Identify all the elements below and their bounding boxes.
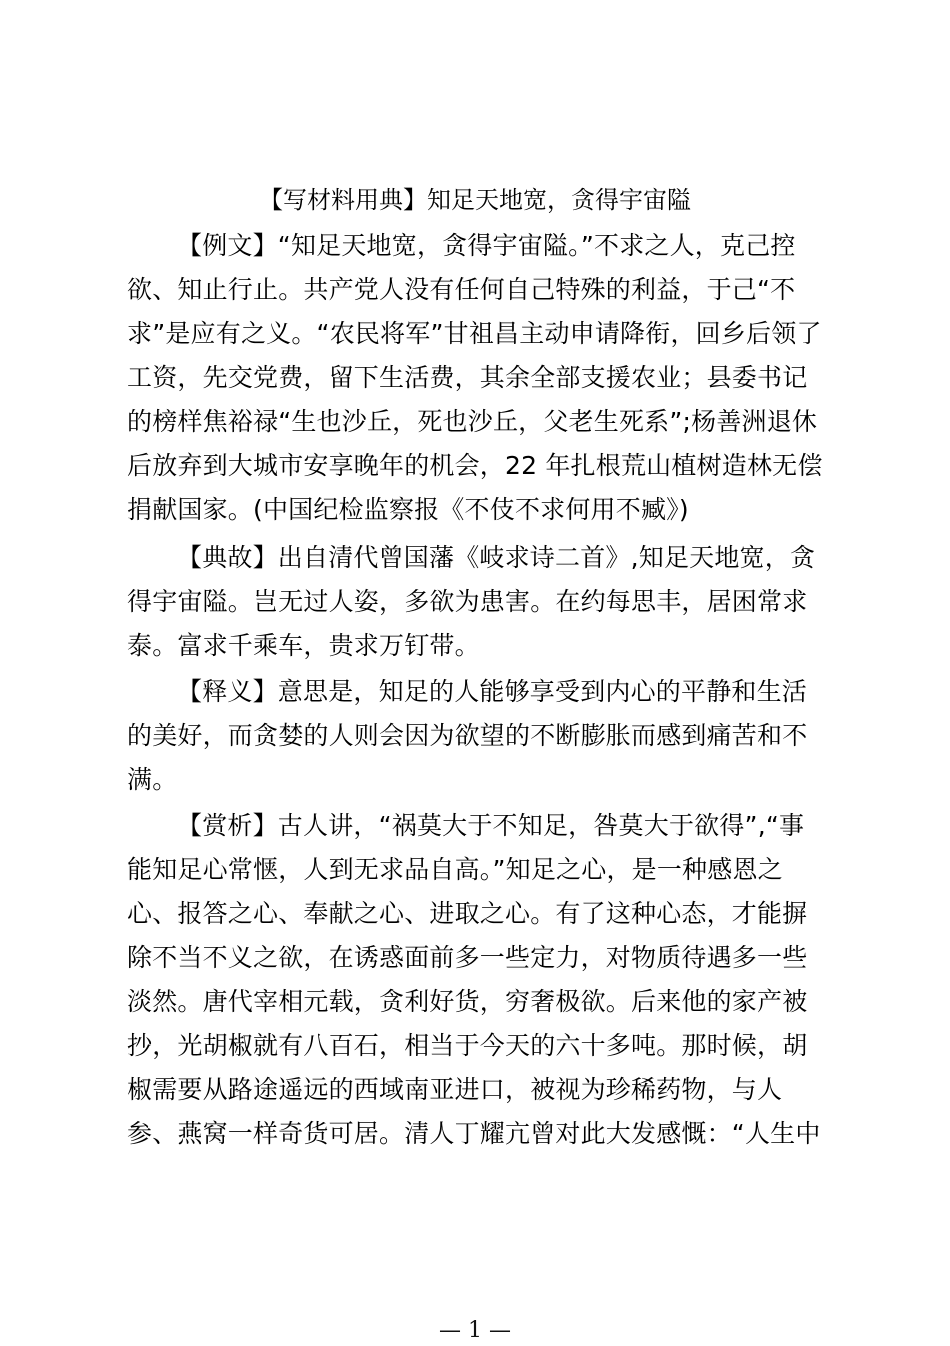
body-line: 的榜样焦裕禄“生也沙丘，死也沙丘，父老生死系”;杨善洲退休 bbox=[127, 407, 818, 436]
body-line: 心、报答之心、奉献之心、进取之心。有了这种心态，才能摒 bbox=[127, 899, 808, 928]
body-line: 得宇宙隘。岂无过人姿，多欲为患害。在约每思丰，居困常求 bbox=[127, 587, 808, 616]
body-line: 欲、知止行止。共产党人没有任何自己特殊的利益，于己“不 bbox=[127, 275, 796, 304]
body-line: 【释义】意思是，知足的人能够享受到内心的平静和生活 bbox=[177, 677, 808, 706]
body-line: 淡然。唐代宰相元载，贪利好货，穷奢极欲。后来他的家产被 bbox=[127, 987, 808, 1016]
body-line: 【例文】“知足天地宽，贪得宇宙隘。”不求之人，克己控 bbox=[177, 231, 796, 260]
body-line: 捐献国家。(中国纪检监察报《不伎不求何用不臧》) bbox=[127, 495, 689, 524]
body-line: 工资，先交党费，留下生活费，其余全部支援农业；县委书记 bbox=[127, 363, 808, 392]
body-line: 的美好，而贪婪的人则会因为欲望的不断膨胀而感到痛苦和不 bbox=[127, 721, 808, 750]
body-line: 【赏析】古人讲，“祸莫大于不知足，咎莫大于欲得”,“事 bbox=[177, 811, 805, 840]
body-line: 后放弃到大城市安享晚年的机会，22 年扎根荒山植树造林无偿 bbox=[127, 451, 823, 480]
body-line: 抄，光胡椒就有八百石，相当于今天的六十多吨。那时候，胡 bbox=[127, 1031, 808, 1060]
body-line: 能知足心常惬，人到无求品自高。”知足之心，是一种感恩之 bbox=[127, 855, 783, 884]
document-title: 【写材料用典】知足天地宽，贪得宇宙隘 bbox=[259, 186, 691, 214]
body-line: 椒需要从路途遥远的西域南亚进口，被视为珍稀药物，与人 bbox=[127, 1075, 783, 1104]
body-line: 求”是应有之义。“农民将军”甘祖昌主动申请降衔，回乡后领了 bbox=[127, 319, 822, 348]
body-line: 泰。富求千乘车，贵求万钉带。 bbox=[127, 631, 480, 660]
body-line: 【典故】出自清代曾国藩《岐求诗二首》,知足天地宽，贪 bbox=[177, 543, 816, 572]
page-number: — 1 — bbox=[439, 1318, 511, 1343]
body-line: 参、燕窝一样奇货可居。清人丁耀亢曾对此大发感慨：“人生中 bbox=[127, 1119, 821, 1148]
body-line: 满。 bbox=[127, 765, 178, 794]
body-line: 除不当不义之欲，在诱惑面前多一些定力，对物质待遇多一些 bbox=[127, 943, 808, 972]
